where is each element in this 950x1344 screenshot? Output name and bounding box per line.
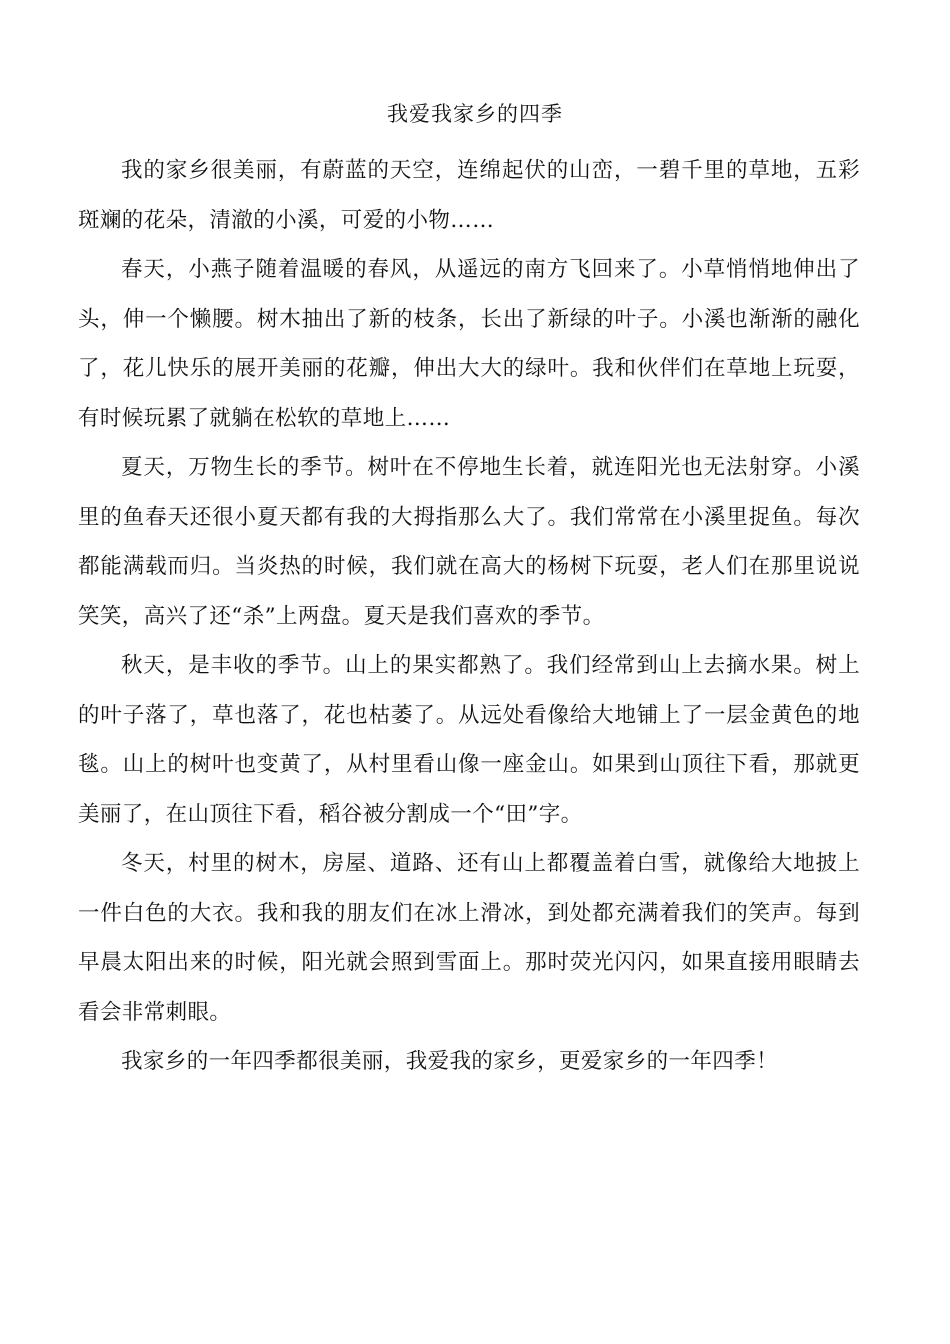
document-body: [78, 146, 860, 1087]
paragraph-autumn: 秋天，是丰收的季节。山上的果实都熟了。我们经常到山上去摘水果。树上的叶子落了，草也落了，花也枯萎了。从远处看像给大地铺上了一层金黄色的地毯。山上的树叶也变黄了，从村里看山像一座金山。如果到山顶往下看，那就更美丽了，在山顶往下看，稻谷被分割成一个“田”字。: [78, 653, 860, 827]
paragraph-conclusion: 我家乡的一年四季都很美丽，我爱我的家乡，更爱家乡的一年四季！: [121, 1049, 779, 1074]
document-title: 我爱我家乡的四季: [387, 102, 563, 126]
paragraph-winter: 冬天，村里的树木，房屋、道路、还有山上都覆盖着白雪，就像给大地披上一件白色的大衣。我和我的朋友们在冰上滑冰，到处都充满着我们的笑声。每到早晨太阳出来的时候，阳光就会照到雪面上。那时荧光闪闪，如果直接用眼睛去看会非常刺眼。: [78, 851, 860, 1025]
paragraph-summer: 夏天，万物生长的季节。树叶在不停地生长着，就连阳光也无法射穿。小溪里的鱼春天还很小夏天都有我的大拇指那么大了。我们常常在小溪里捉鱼。每次都能满载而归。当炎热的时候，我们就在高大的杨树下玩耍，老人们在那里说说笑笑，高兴了还“杀”上两盘。夏天是我们喜欢的季节。: [78, 455, 860, 629]
paragraph-spring: 春天，小燕子随着温暖的春风，从遥远的南方飞回来了。小草悄悄地伸出了头，伸一个懒腰。树木抽出了新的枝条，长出了新绿的叶子。小溪也渐渐的融化了，花儿快乐的展开美丽的花瓣，伸出大大的绿叶。我和伙伴们在草地上玩耍，有时候玩累了就躺在松软的草地上……: [78, 257, 860, 431]
paragraph-intro: 我的家乡很美丽，有蔚蓝的天空，连绵起伏的山峦，一碧千里的草地，五彩斑斓的花朵，清澈的小溪，可爱的小物……: [78, 158, 860, 233]
